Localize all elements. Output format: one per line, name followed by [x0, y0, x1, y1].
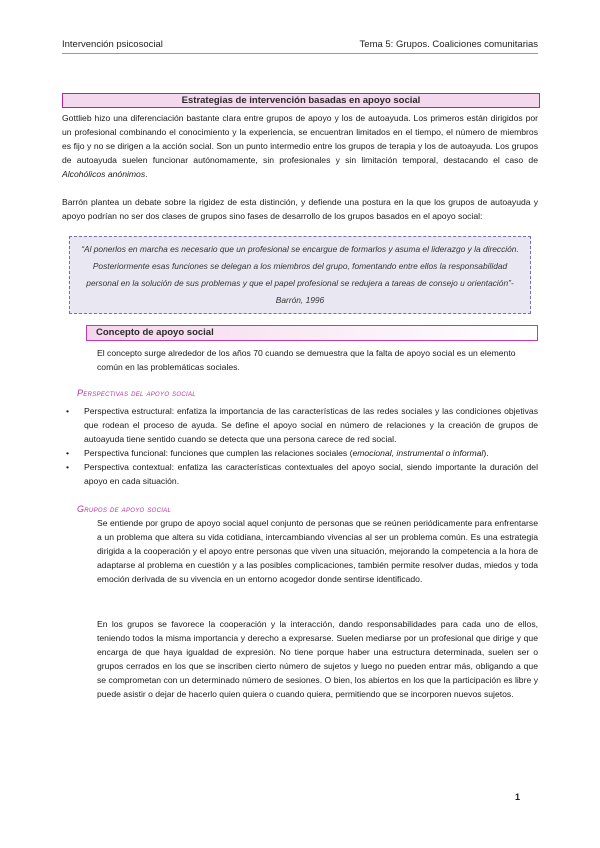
concepto-paragraph: El concepto surge alrededor de los años 70 cuando se demuestra que la falta de apoyo social es un elemento común en las problemáticas sociales.: [97, 348, 516, 372]
list-item: [62, 446, 538, 460]
perspectivas-list: [62, 404, 538, 488]
concepto-heading: Concepto de apoyo social: [96, 327, 214, 338]
list-item-text: Perspectiva estructural: enfatiza la importancia de las características de las redes sociales y las condiciones objetivas que rodean el proceso de ayuda. Se define el apoyo social en número de relaciones y la creación de grupos de autoayuda tiene sentido cuando se detecta que una persona carece de red social.: [84, 406, 538, 444]
bullet-icon: •: [66, 462, 70, 472]
list-item-text: Perspectiva funcional: funciones que cumplen las relaciones sociales (: [84, 448, 353, 458]
page-number: 1: [514, 792, 520, 802]
grupos-heading: Grupos de apoyo social: [77, 504, 172, 514]
page-header: [62, 37, 538, 54]
intro-paragraph-1-end: .: [145, 169, 148, 179]
quote-box: “Al ponerlos en marcha es necesario que un profesional se encargue de formarlos y asuma el liderazgo y la dirección. Posteriormente esas funciones se delegan a los miembros del grupo, fomentando entre ellos la responsabilidad personal en la solución de sus problemas y que el papel profesional se redujera a tareas de consejo u orientación”- Barrón, 1996: [69, 236, 531, 314]
list-item: [62, 404, 538, 446]
section-title: Estrategias de intervención basadas en apoyo social: [62, 93, 540, 108]
intro-paragraph-1: [62, 111, 538, 181]
header-topic-title: Tema 5: Grupos. Coaliciones comunitarias: [359, 39, 538, 50]
intro-paragraph-1-italic: Alcohólicos anónimos: [62, 169, 146, 179]
bullet-icon: •: [66, 448, 70, 458]
list-item-text: Perspectiva contextual: enfatiza las características contextuales del apoyo social, siendo importante la duración del apoyo en cada situación.: [84, 462, 538, 486]
list-item-end: ).: [483, 448, 489, 458]
perspectivas-heading: Perspectivas del apoyo social: [77, 388, 196, 398]
intro-paragraph-1-text: Gottlieb hizo una diferenciación bastante clara entre grupos de apoyo y los de autoayuda. Los primeros están dirigidos por un profesional combinando el conocimiento y la experiencia, se encuentran limitados en el tiempo, el número de miembros es fijo y no se dirigen a la acción social. Son un punto intermedio entre los grupos de terapia y los de autoayuda. Los grupos de autoayuda suelen funcionar autónomamente, sin profesionales y sin limitación temporal, destacando el caso de: [62, 113, 538, 165]
list-item-italic: emocional, instrumental o informal: [352, 448, 484, 458]
list-item: [62, 460, 538, 488]
bullet-icon: •: [66, 406, 70, 416]
grupos-paragraph-2: En los grupos se favorece la cooperación y la interacción, dando responsabilidades para cada uno de ellos, teniendo todos la misma importancia y derecho a expresarse. Suelen mediarse por un profesional que dirige y que encarga de que haya igualdad de expresión. No tiene porque haber una estructura determinada, suelen ser o grupos cerrados en los que se inscriben cierto número de sujetos y luego no pueden entrar más, obligando a que se comprometan con un determinado número de sesiones. O bien, los abiertos en los que la participación es libre y puede asistir o dejar de hacerlo quien quiera o cuando quiera, permitiendo que se incorporen nuevos sujetos.: [97, 619, 538, 699]
grupos-paragraph-1: Se entiende por grupo de apoyo social aquel conjunto de personas que se reúnen periódicamente para enfrentarse a un problema que altera su vida cotidiana, intercambiando vivencias al ser un problema común. Es una estrategia dirigida a la cooperación y el apoyo entre personas que viven una situación, mejorando la competencia a la hora de adaptarse al problema en cuestión y a las posibles complicaciones, también permite resolver dudas, miedos y toda emoción derivada de su vivencia en un entorno acogedor donde sentirse identificado.: [97, 518, 538, 584]
header-course-title: Intervención psicosocial: [62, 39, 163, 50]
intro-paragraph-2: Barrón plantea un debate sobre la rigidez de esta distinción, y defiende una postura en la que los grupos de autoayuda y apoyo podrían no ser dos clases de grupos sino fases de desarrollo de los grupos basados en el apoyo social:: [62, 197, 538, 221]
concepto-heading-box: [86, 325, 538, 341]
